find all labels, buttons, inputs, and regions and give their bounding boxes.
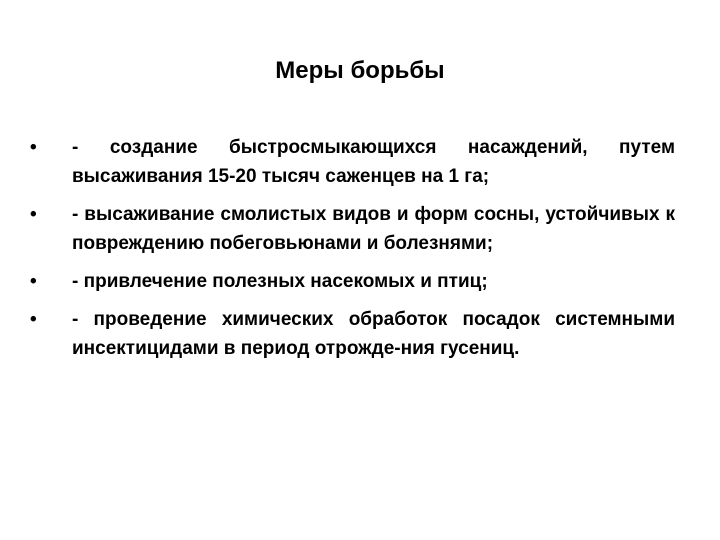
bullet-item-2 <box>30 200 675 258</box>
slide-title: Меры борьбы <box>275 57 445 84</box>
bullet-text: - привлечение полезных насекомых и птиц; <box>72 271 488 292</box>
bullet-icon: • <box>30 309 37 330</box>
bullet-icon: • <box>30 204 37 225</box>
bullet-item-3 <box>30 267 675 296</box>
bullet-text: - проведение химических обработок посадок системными инсектицидами в период отрожде-ния гусениц. <box>72 309 675 359</box>
bullet-text: - создание быстросмыкающихся насаждений, путем высаживания 15-20 тысяч саженцев на 1 га; <box>72 137 675 187</box>
bullet-icon: • <box>30 137 37 158</box>
bullet-item-1 <box>30 133 675 191</box>
bullet-list <box>30 133 675 372</box>
bullet-icon: • <box>30 271 37 292</box>
bullet-text: - высаживание смолистых видов и форм сосны, устойчивых к повреждению побеговьюнами и болезнями; <box>72 204 675 254</box>
bullet-item-4 <box>30 305 675 363</box>
